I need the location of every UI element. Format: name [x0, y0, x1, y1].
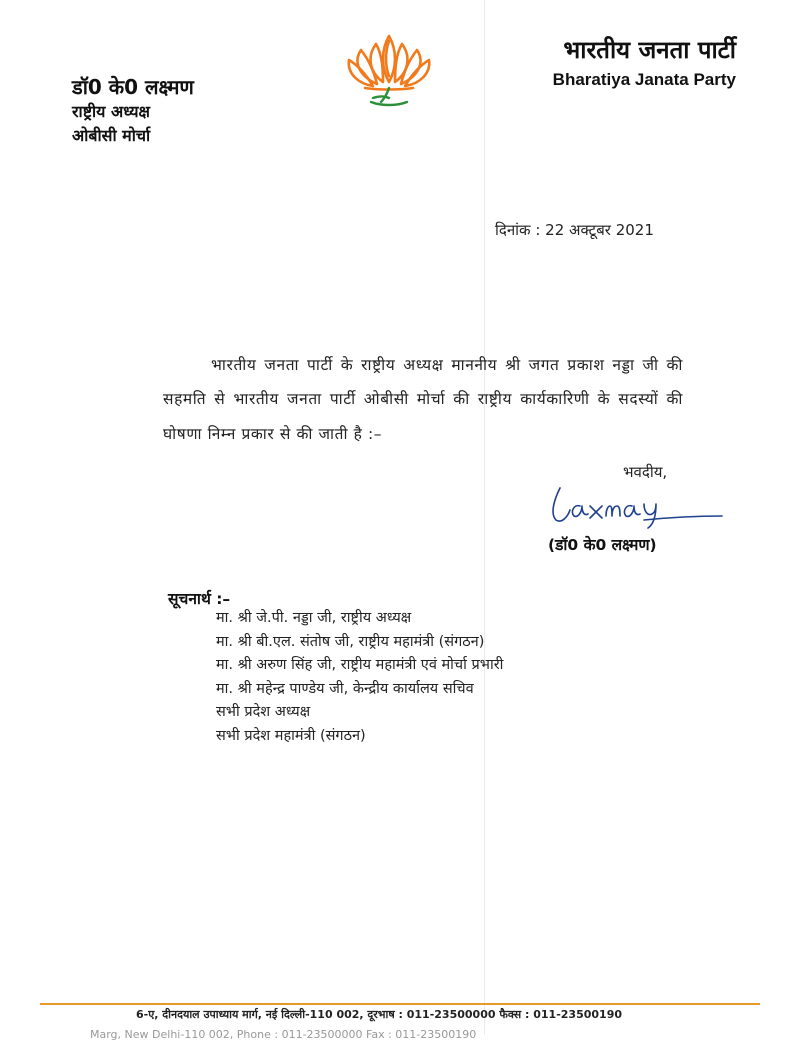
list-item: सभी प्रदेश महामंत्री (संगठन) [216, 727, 366, 744]
footer-address: 6-ए, दीनदयाल उपाध्याय मार्ग, नई दिल्ली-110 002, दूरभाष : 011-23500000 फैक्स : 011-23500190 [136, 1008, 622, 1021]
party-name-hindi: भारतीय जनता पार्टी [563, 36, 736, 64]
party-name-block [553, 34, 736, 92]
list-item: सभी प्रदेश अध्यक्ष [216, 704, 311, 720]
footer-address-english: Marg, New Delhi-110 002, Phone : 011-23500000 Fax : 011-23500190 [90, 1028, 477, 1041]
letter-date: दिनांक : 22 अक्टूबर 2021 [495, 221, 654, 239]
footer-divider [40, 1003, 760, 1005]
sender-wing: ओबीसी मोर्चा [72, 126, 151, 145]
list-item: मा. श्री महेन्द्र पाण्डेय जी, केन्द्रीय कार्यालय सचिव [216, 680, 474, 697]
lotus-icon [343, 30, 435, 108]
sender-block [72, 74, 194, 148]
letter-body: भारतीय जनता पार्टी के राष्ट्रीय अध्यक्ष माननीय श्री जगत प्रकाश नड्डा जी की सहमति से भारतीय जनता पार्टी ओबीसी मोर्चा की राष्ट्रीय कार्यकारिणी के सदस्यों की घोषणा निम्न प्रकार से की जाती है :– [163, 355, 683, 443]
paper-fold-line [484, 0, 485, 1035]
closing-salutation: भवदीय, [623, 463, 668, 481]
sender-name: डॉ0 के0 लक्ष्मण [72, 75, 194, 99]
signatory-name: (डॉ0 के0 लक्ष्मण) [548, 536, 657, 554]
list-item: मा. श्री अरुण सिंह जी, राष्ट्रीय महामंत्री एवं मोर्चा प्रभारी [216, 657, 504, 673]
handwritten-signature [540, 480, 730, 530]
info-heading: सूचनार्थ :– [168, 590, 231, 608]
sender-title: राष्ट्रीय अध्यक्ष [72, 102, 151, 121]
info-list [216, 607, 503, 748]
list-item: मा. श्री जे.पी. नड्डा जी, राष्ट्रीय अध्यक्ष [216, 610, 412, 626]
list-item: मा. श्री बी.एल. संतोष जी, राष्ट्रीय महामंत्री (संगठन) [216, 633, 485, 650]
party-name-english: Bharatiya Janata Party [552, 70, 736, 89]
